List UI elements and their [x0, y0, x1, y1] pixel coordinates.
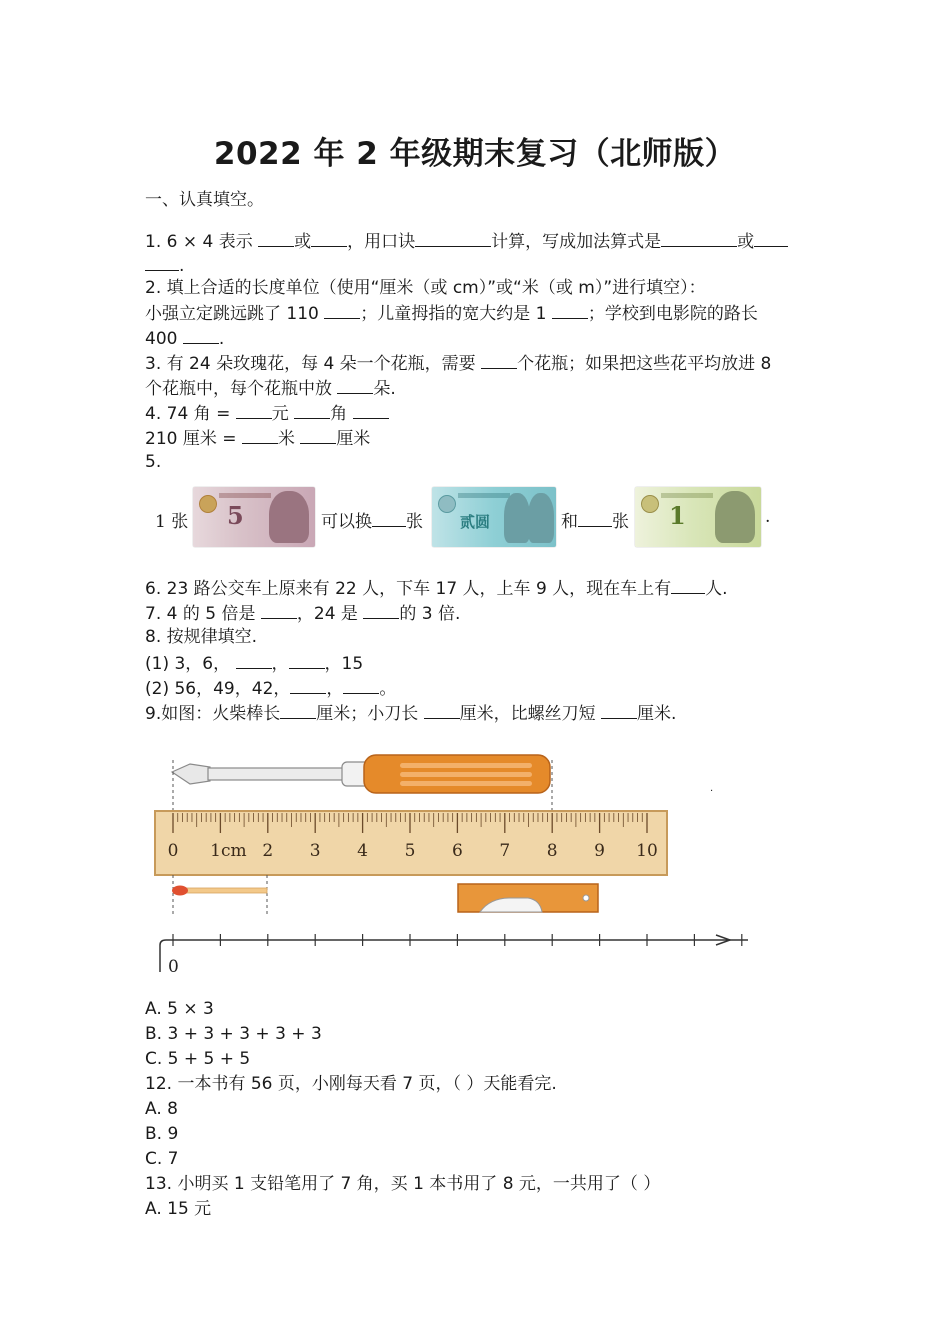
national-emblem-icon — [438, 495, 456, 513]
ruler-label: 10 — [636, 841, 658, 861]
ruler-label: 1cm — [210, 841, 247, 861]
question-8-part2 — [145, 675, 396, 701]
q3-text-a: 3. 有 24 朵玫瑰花，每 4 朵一个花瓶，需要 — [145, 354, 482, 374]
answer-blank[interactable] — [578, 508, 612, 527]
q5-text-can: 可以换 — [321, 512, 372, 532]
answer-blank[interactable] — [294, 400, 330, 419]
screwdriver — [172, 755, 550, 793]
handle-groove — [400, 781, 532, 786]
q5-text-exchange — [321, 507, 423, 532]
screwdriver-shaft — [208, 768, 344, 780]
portrait-image — [528, 493, 554, 543]
question-1-cont — [145, 252, 184, 278]
q4-text-c: 角 — [330, 404, 353, 424]
two-yuan-banknote — [432, 487, 556, 547]
q4-text-d: 210 厘米 = — [145, 429, 242, 449]
answer-blank[interactable] — [145, 252, 179, 271]
number-line-bracket — [160, 940, 166, 972]
answer-blank[interactable] — [236, 400, 272, 419]
ruler-label: 6 — [451, 841, 463, 861]
question-4 — [145, 400, 389, 426]
answer-blank[interactable] — [261, 600, 297, 619]
denomination-2: 贰圆 — [460, 513, 491, 531]
answer-blank[interactable] — [661, 228, 737, 247]
q2-text-a: 小强立定跳远跳了 110 — [145, 304, 325, 324]
five-yuan-banknote — [193, 487, 315, 547]
section-heading: 一、认真填空。 — [145, 190, 264, 210]
question-4-line2 — [145, 425, 370, 451]
answer-blank[interactable] — [280, 700, 316, 719]
number-line — [160, 934, 748, 972]
screwdriver-tip — [172, 764, 210, 784]
q8-text-e: ， — [326, 679, 344, 699]
q5-text-zhang: 张 — [406, 512, 423, 532]
question-2-line3 — [145, 325, 224, 351]
question-3-line2 — [145, 375, 396, 401]
q13-option-a[interactable]: A. 15 元 — [145, 1199, 212, 1219]
answer-blank[interactable] — [337, 375, 373, 394]
question-1 — [145, 228, 788, 254]
ruler-label: 7 — [499, 841, 511, 861]
denomination-5: 5 — [227, 501, 244, 530]
q5-text-period: . — [765, 507, 771, 527]
answer-blank[interactable] — [311, 228, 347, 247]
q12-option-a[interactable]: A. 8 — [145, 1099, 178, 1119]
note-band — [458, 493, 510, 498]
q8-text-c: ，15 — [324, 654, 364, 674]
ruler-label: 9 — [594, 841, 606, 861]
q3-text-d: 朵. — [373, 379, 396, 399]
answer-blank[interactable] — [353, 400, 389, 419]
q6-text-a: 6. 23 路公交车上原来有 22 人，下车 17 人，上车 9 人，现在车上有 — [145, 579, 672, 599]
q8-text-b: ， — [271, 654, 289, 674]
answer-blank[interactable] — [415, 228, 491, 247]
q5-text-and — [561, 507, 629, 532]
q1-text-d: 计算，写成加法算式是 — [491, 232, 662, 252]
ruler-measurement-figure — [150, 750, 760, 978]
q2-text-e: . — [218, 329, 225, 349]
national-emblem-icon — [641, 495, 659, 513]
q7-text-b: ，24 是 — [296, 604, 364, 624]
answer-blank[interactable] — [424, 700, 460, 719]
answer-blank[interactable] — [236, 650, 272, 669]
national-emblem-icon — [199, 495, 217, 513]
portrait-image — [504, 493, 530, 543]
answer-blank[interactable] — [363, 600, 399, 619]
portrait-image — [715, 491, 755, 543]
answer-blank[interactable] — [601, 700, 637, 719]
answer-blank[interactable] — [258, 228, 294, 247]
q8-text-f: 。 — [379, 679, 397, 699]
answer-blank[interactable] — [372, 508, 406, 527]
q5-text-one: 1 张 — [155, 512, 189, 532]
money-exchange-figure — [145, 485, 785, 549]
q4-text-f: 厘米 — [336, 429, 371, 449]
one-yuan-banknote — [635, 487, 761, 547]
question-6 — [145, 575, 728, 601]
question-2: 2. 填上合适的长度单位（使用“厘米（或 cm）”或“米（或 m）”进行填空）： — [145, 278, 706, 298]
question-3 — [145, 350, 771, 376]
question-12: 12. 一本书有 56 页，小刚每天看 7 页，（ ）天能看完. — [145, 1074, 557, 1094]
ruler-label: 8 — [546, 841, 558, 861]
option-c[interactable]: C. 5 + 5 + 5 — [145, 1049, 251, 1069]
ruler-label: 3 — [309, 841, 321, 861]
q1-text-f: . — [179, 256, 185, 276]
q1-text-b: 或 — [294, 232, 312, 252]
ruler-label: 0 — [167, 841, 179, 861]
ruler-label: 5 — [404, 841, 416, 861]
number-line-zero: 0 — [168, 957, 179, 977]
answer-blank[interactable] — [183, 325, 219, 344]
q8-text-d: (2) 56，49，42， — [145, 679, 291, 699]
handle-groove — [400, 772, 532, 777]
answer-blank[interactable] — [671, 575, 705, 594]
question-13: 13. 小明买 1 支铅笔用了 7 角，买 1 本书用了 8 元，一共用了（ ） — [145, 1174, 661, 1194]
q5-text-zhang2: 张 — [612, 512, 629, 532]
answer-blank[interactable] — [552, 300, 588, 319]
q1-text-e: 或 — [737, 232, 755, 252]
q7-text-a: 7. 4 的 5 倍是 — [145, 604, 261, 624]
answer-blank[interactable] — [324, 300, 360, 319]
q2-text-b: ；儿童拇指的宽大约是 1 — [360, 304, 552, 324]
question-9 — [145, 700, 676, 726]
q12-option-c[interactable]: C. 7 — [145, 1149, 179, 1169]
q2-text-d: 400 — [145, 329, 183, 349]
portrait-image — [269, 491, 309, 543]
q1-text-a: 1. 6 × 4 表示 — [145, 232, 259, 252]
handle-groove — [400, 763, 532, 768]
q12-option-b[interactable]: B. 9 — [145, 1124, 179, 1144]
q5-text-he: 和 — [561, 512, 578, 532]
question-5-label: 5. — [145, 452, 162, 472]
note-band — [661, 493, 713, 498]
answer-blank[interactable] — [242, 425, 278, 444]
q9-text-a: 9.如图：火柴棒长 — [145, 704, 281, 724]
ruler-label: 4 — [357, 841, 369, 861]
option-a[interactable]: A. 5 × 3 — [145, 999, 214, 1019]
q2-text-c: ；学校到电影院的路长 — [587, 304, 758, 324]
question-7 — [145, 600, 460, 626]
denomination-1: 1 — [669, 501, 686, 530]
answer-blank[interactable] — [300, 425, 336, 444]
option-b[interactable]: B. 3 + 3 + 3 + 3 + 3 — [145, 1024, 322, 1044]
match-head — [172, 886, 188, 896]
q9-text-c: 厘米，比螺丝刀短 — [459, 704, 602, 724]
q4-text-e: 米 — [277, 429, 301, 449]
question-8: 8. 按规律填空. — [145, 627, 258, 647]
question-2-line2 — [145, 300, 758, 326]
q3-text-b: 个花瓶；如果把这些花平均放进 8 — [517, 354, 772, 374]
answer-blank[interactable] — [481, 350, 517, 369]
q7-text-c: 的 3 倍. — [399, 604, 461, 624]
q9-text-d: 厘米. — [637, 704, 677, 724]
q1-text-c: ，用口诀 — [347, 232, 416, 252]
note-band — [219, 493, 271, 498]
answer-blank[interactable] — [289, 650, 325, 669]
question-8-part1 — [145, 650, 363, 676]
q9-text-b: 厘米；小刀长 — [316, 704, 424, 724]
answer-blank[interactable] — [290, 675, 326, 694]
page-title: 2022 年 2 年级期末复习（北师版） — [213, 136, 737, 172]
answer-blank[interactable] — [343, 675, 379, 694]
stray-dot: . — [710, 783, 714, 794]
q8-text-a: (1) 3，6， — [145, 654, 236, 674]
q6-text-b: 人. — [705, 579, 728, 599]
matchstick — [178, 888, 267, 893]
answer-blank[interactable] — [754, 228, 788, 247]
ruler-label: 2 — [262, 841, 274, 861]
q4-text-a: 4. 74 角 = — [145, 404, 236, 424]
q4-text-b: 元 — [271, 404, 295, 424]
knife-hole — [583, 895, 589, 901]
q3-text-c: 个花瓶中，每个花瓶中放 — [145, 379, 338, 399]
